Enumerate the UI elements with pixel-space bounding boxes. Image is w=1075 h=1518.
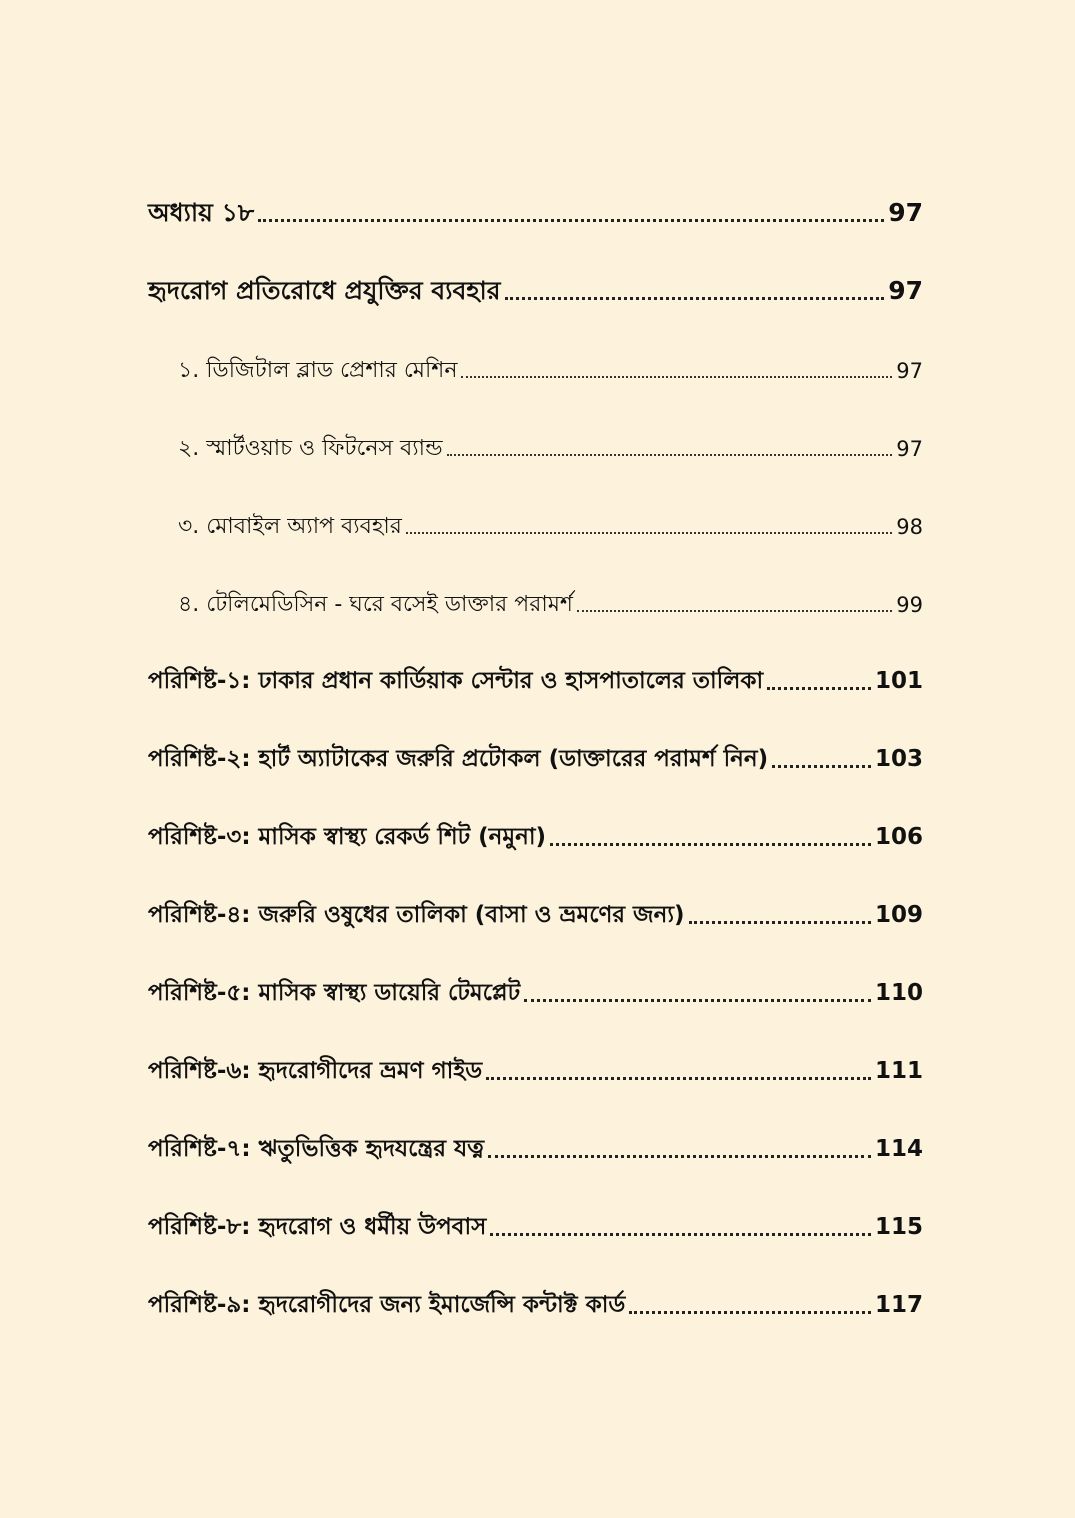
- toc-dot-leader: [550, 843, 871, 846]
- toc-entry-smartwatch[interactable]: [148, 384, 923, 462]
- toc-entry-title: পরিশিষ্ট-৬: হৃদরোগীদের ভ্রমণ গাইড: [148, 1058, 483, 1085]
- toc-dot-leader: [406, 532, 892, 534]
- toc-entry-title: পরিশিষ্ট-৩: মাসিক স্বাস্থ্য রেকর্ড শিট (নমুনা): [148, 824, 547, 851]
- toc-entry-appendix-7[interactable]: [148, 1086, 923, 1164]
- toc-dot-leader: [524, 999, 871, 1002]
- toc-dot-leader: [258, 219, 884, 222]
- toc-dot-leader: [486, 1077, 871, 1080]
- toc-entry-appendix-9[interactable]: [148, 1242, 923, 1320]
- toc-entry-page: 97: [896, 358, 923, 383]
- toc-entry-technology-heading[interactable]: [148, 228, 923, 306]
- toc-entry-appendix-2[interactable]: [148, 696, 923, 774]
- toc-entry-telemedicine[interactable]: [148, 540, 923, 618]
- toc-entry-page: 110: [874, 980, 923, 1007]
- toc-dot-leader: [490, 1233, 871, 1236]
- toc-entry-digital-bp-machine[interactable]: [148, 306, 923, 384]
- toc-entry-page: 109: [874, 902, 923, 929]
- toc-entry-chapter-18[interactable]: [148, 150, 923, 228]
- toc-dot-leader: [461, 376, 892, 378]
- toc-entry-page: 111: [874, 1058, 923, 1085]
- toc-dot-leader: [772, 765, 871, 768]
- toc-entry-page: 98: [896, 514, 923, 539]
- toc-entry-title: হৃদরোগ প্রতিরোধে প্রযুক্তির ব্যবহার: [148, 276, 501, 305]
- toc-entry-title: পরিশিষ্ট-৮: হৃদরোগ ও ধর্মীয় উপবাস: [148, 1214, 487, 1241]
- toc-entry-page: 103: [874, 746, 923, 773]
- toc-entry-page: 117: [874, 1292, 923, 1319]
- toc-entry-title: অধ্যায় ১৮: [148, 198, 255, 227]
- toc-entry-mobile-app[interactable]: [148, 462, 923, 540]
- toc-entry-page: 99: [896, 592, 923, 617]
- toc-entry-title: পরিশিষ্ট-৯: হৃদরোগীদের জন্য ইমার্জেন্সি কন্টাক্ট কার্ড: [148, 1292, 626, 1319]
- toc-entry-page: 114: [874, 1136, 923, 1163]
- toc-entry-title: পরিশিষ্ট-১: ঢাকার প্রধান কার্ডিয়াক সেন্টার ও হাসপাতালের তালিকা: [148, 668, 764, 695]
- toc-dot-leader: [488, 1155, 871, 1158]
- toc-entry-appendix-6[interactable]: [148, 1008, 923, 1086]
- toc-entry-appendix-3[interactable]: [148, 774, 923, 852]
- toc-dot-leader: [505, 297, 885, 300]
- toc-entry-title: পরিশিষ্ট-২: হার্ট অ্যাটাকের জরুরি প্রটোকল (ডাক্তারের পরামর্শ নিন): [148, 746, 769, 773]
- toc-entry-page: 97: [896, 436, 923, 461]
- toc-entry-page: 97: [888, 198, 923, 227]
- toc-dot-leader: [629, 1311, 871, 1314]
- toc-entry-title: পরিশিষ্ট-৭: ঋতুভিত্তিক হৃদযন্ত্রের যত্ন: [148, 1136, 485, 1163]
- toc-entry-page: 106: [874, 824, 923, 851]
- toc-entry-title: ৩. মোবাইল অ্যাপ ব্যবহার: [178, 513, 402, 539]
- toc-entry-page: 97: [888, 276, 923, 305]
- toc-entry-appendix-4[interactable]: [148, 852, 923, 930]
- toc-dot-leader: [577, 610, 892, 612]
- toc-entry-title: ২. স্মার্টওয়াচ ও ফিটনেস ব্যান্ড: [178, 435, 443, 461]
- toc-dot-leader: [447, 454, 893, 456]
- toc-entry-appendix-8[interactable]: [148, 1164, 923, 1242]
- toc-dot-leader: [767, 687, 871, 690]
- toc-entry-title: পরিশিষ্ট-৪: জরুরি ওষুধের তালিকা (বাসা ও ভ্রমণের জন্য): [148, 902, 685, 929]
- toc-entry-title: ১. ডিজিটাল ব্লাড প্রেশার মেশিন: [178, 357, 458, 383]
- toc-entry-page: 101: [874, 668, 923, 695]
- toc-entry-appendix-5[interactable]: [148, 930, 923, 1008]
- toc-entry-title: পরিশিষ্ট-৫: মাসিক স্বাস্থ্য ডায়েরি টেমপ্লেট: [148, 980, 521, 1007]
- toc-entry-title: ৪. টেলিমেডিসিন - ঘরে বসেই ডাক্তার পরামর্শ: [178, 591, 573, 617]
- table-of-contents: [148, 150, 923, 1320]
- toc-dot-leader: [689, 921, 871, 924]
- toc-entry-page: 115: [874, 1214, 923, 1241]
- toc-entry-appendix-1[interactable]: [148, 618, 923, 696]
